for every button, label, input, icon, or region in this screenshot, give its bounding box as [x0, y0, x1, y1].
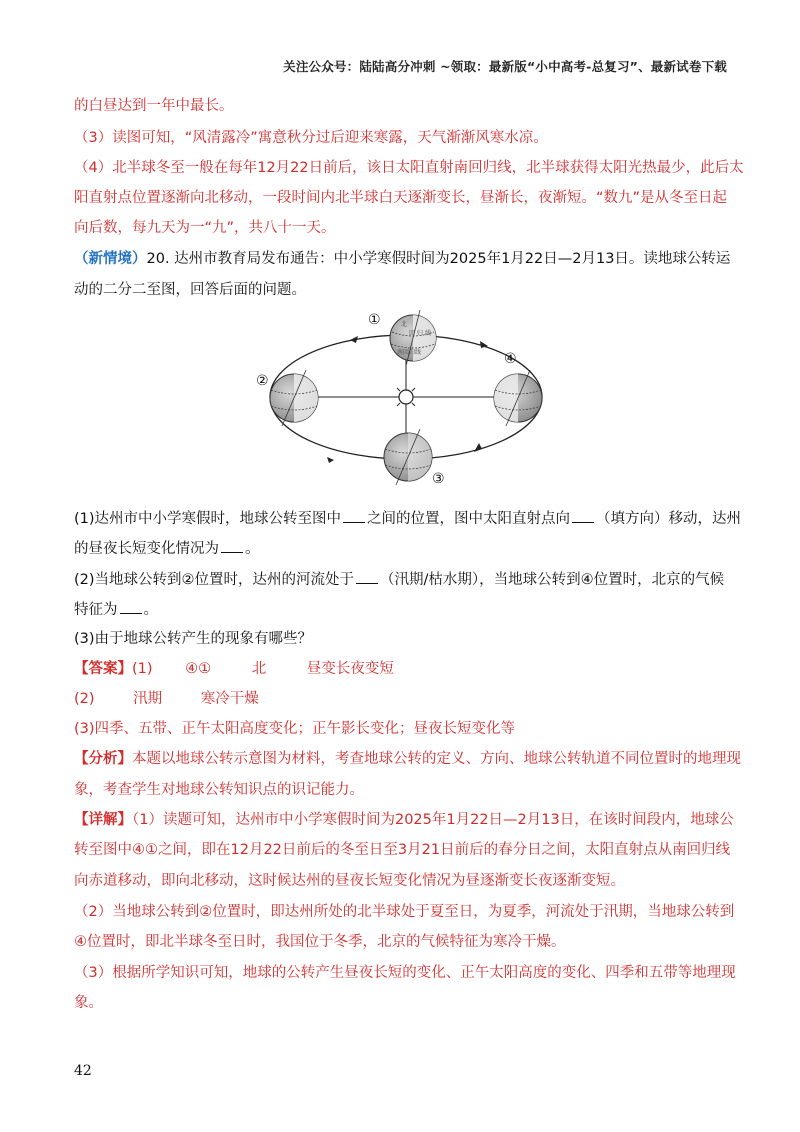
detail-line: ④位置时，即北半球冬至日时，我国位于冬季，北京的气候特征为寒冷干燥。 — [74, 934, 566, 950]
sub-question-3: (3)由于地球公转产生的现象有哪些？ — [74, 631, 313, 647]
earth-text: 归 — [417, 330, 424, 337]
earth-text: 回 — [409, 330, 416, 337]
answer-value: 寒冷干燥 — [200, 691, 259, 707]
q2-text: (2)当地球公转到②位置时，达州的河流处于 — [74, 572, 355, 588]
detail-line: 象。 — [74, 995, 103, 1011]
question-stem — [74, 249, 730, 269]
answer-value: ④① — [185, 661, 212, 677]
analysis-text: 本题以地球公转示意图为材料，考查地球公转的定义、方向、地球公转轨道不同位置时的地理现 — [132, 751, 741, 767]
detail-line: 向赤道移动，即向北移动，这时候达州的昼夜长短变化情况为昼逐渐变长夜逐渐变短。 — [74, 873, 625, 889]
answer-blank — [572, 508, 594, 523]
analysis-line: 象，考查学生对地球公转知识点的识记能力。 — [74, 782, 364, 798]
question-text: 20. 达州市教育局发布通告：中小学寒假时间为2025年1月22日—2月13日。读地球公转运 — [146, 251, 731, 267]
answer-blank — [356, 569, 378, 584]
detail-tag: 【详解】 — [74, 812, 132, 828]
page-header: 关注公众号：陆陆高分冲刺 ~领取：最新版“小中高考-总复习”、最新试卷下载 — [283, 59, 727, 74]
detail-line — [74, 810, 734, 830]
detail-line: （2）当地球公转到②位置时，即达州所处的北半球处于夏至日，为夏季，河流处于汛期，当地球公转到 — [74, 904, 735, 920]
q1-text: (1)达州市中小学寒假时，地球公转至图中 — [74, 511, 342, 527]
sun-icon — [393, 384, 419, 410]
answer-line-2 — [74, 689, 259, 709]
answer-tag: 【答案】 — [74, 661, 132, 677]
page-number: 42 — [74, 1063, 92, 1079]
answer-value: 汛期 — [133, 691, 163, 707]
earth-text: 南回归线 — [397, 349, 422, 356]
q2-text: 特征为 — [74, 602, 118, 618]
prev-text-line: （3）读图可知，“风清露冷”寓意秋分过后迎来寒露，天气渐渐风寒水凉。 — [74, 130, 548, 146]
prev-text-line: 的白昼达到一年中最长。 — [74, 98, 234, 114]
q2-text: 。 — [143, 602, 158, 618]
position-label: ② — [256, 373, 269, 389]
q1-text: 的昼夜长短变化情况为 — [74, 541, 219, 557]
sub-question-1 — [74, 508, 741, 529]
earth-text: 线 — [425, 330, 432, 337]
earth-position-3 — [384, 429, 432, 485]
position-label: ③ — [432, 471, 445, 487]
position-label: ④ — [504, 351, 517, 367]
answer-line-1 — [74, 659, 394, 679]
answer-value: 北 — [251, 661, 267, 677]
sub-question-2 — [74, 569, 724, 590]
answer-blank — [343, 508, 365, 523]
answer-blank — [221, 538, 243, 553]
answer-num: (1) — [132, 661, 153, 677]
sub-question-2-cont — [74, 599, 158, 620]
detail-line: 转至图中④①之间，即在12月22日前后的冬至日至3月21日前后的春分日之间，太阳直射点从南回归线 — [74, 842, 731, 858]
q2-text: （汛期/枯水期），当地球公转到④位置时，北京的气候 — [380, 572, 725, 588]
q1-text: 。 — [245, 541, 260, 557]
prev-text-line: 向后数，每九天为一“九”，共八十一天。 — [74, 220, 336, 236]
question-tag: （新情境） — [74, 251, 147, 267]
prev-text-line: （4）北半球冬至一般在每年12月22日前后，该日太阳直射南回归线，北半球获得太阳光热最少，此后太 — [74, 160, 744, 176]
q1-text: （填方向）移动，达州 — [596, 511, 742, 527]
answer-value: 昼变长夜变短 — [306, 661, 394, 677]
question-stem-cont: 动的二分二至图，回答后面的问题。 — [74, 282, 306, 298]
analysis-line — [74, 749, 741, 769]
prev-text-line: 阳直射点位置逐渐向北移动，一段时间内北半球白天逐渐变长，昼渐长，夜渐短。“数九”是从冬至日起 — [74, 190, 728, 206]
detail-line: （3）根据所学知识可知，地球的公转产生昼夜长短的变化、正午太阳高度的变化、四季和五带等地理现 — [74, 965, 736, 981]
answer-blank — [120, 599, 142, 614]
answer-line-3: (3)四季、五带、正午太阳高度变化；正午影长变化；昼夜长短变化等 — [74, 721, 516, 737]
earth-position-1 — [390, 310, 436, 366]
detail-text: （1）读题可知，达州市中小学寒假时间为2025年1月22日—2月13日，在该时间段内，地球公 — [132, 812, 734, 828]
q1-text: 之间的位置，图中太阳直射点向 — [367, 511, 571, 527]
analysis-tag: 【分析】 — [74, 751, 132, 767]
earth-revolution-diagram — [250, 302, 560, 487]
answer-num: (2) — [74, 691, 95, 707]
position-label: ① — [368, 312, 381, 328]
earth-text: 北 — [401, 321, 408, 328]
sub-question-1-cont — [74, 538, 260, 559]
